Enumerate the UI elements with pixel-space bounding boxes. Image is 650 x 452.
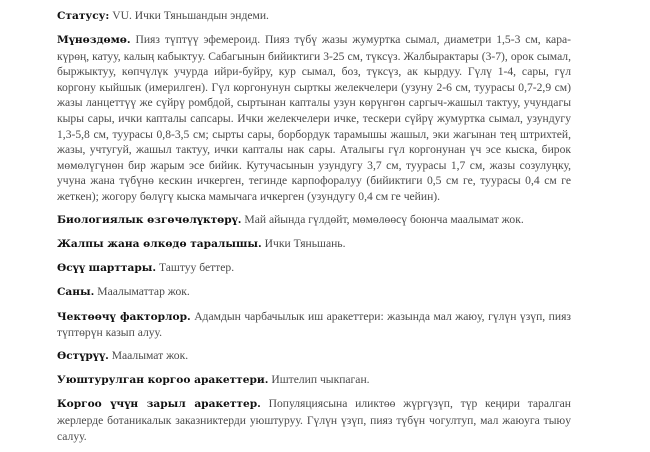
section-status [57,8,571,25]
section-biology [57,212,571,229]
section-protection-measures [57,372,571,389]
section-text: Таштуу беттер. [158,261,235,275]
section-text: Маалыматтар жок. [97,285,190,299]
section-text: Иштелип чыкпаган. [271,373,370,387]
section-text: Маалымат жок. [111,349,189,363]
section-heading: Биологиялык өзгөчөлүктөрү. [57,214,242,227]
section-text: Май айында гүлдөйт, мөмөлөөсү боюнча маалымат жок. [244,213,524,227]
section-heading: Уюштурулган коргоо аракеттери. [57,374,269,387]
section-heading: Коргоо үчүн зарыл аракеттер. [57,398,261,411]
section-required-measures [57,396,571,444]
section-cultivation [57,348,571,365]
section-text: Популяциясына иликтөө жүргүзүп, түр кеңири таралган жерлерде ботаникалык заказниктерди уюштуруу. Гүлүн үзүп, пияз түбүн чогултуп, мал жаюуга тыюу салуу. [57,397,571,443]
section-heading: Өстүрүү. [57,350,109,363]
section-description [57,32,571,205]
section-habitat [57,260,571,277]
section-heading: Саны. [57,286,95,299]
section-heading: Мүнөздөмө. [57,34,131,47]
section-text: VU. Ички Тяньшандын эндеми. [112,9,269,22]
section-heading: Чектөөчү факторлор. [57,310,191,323]
section-population [57,284,571,301]
section-limiting-factors [57,309,571,341]
section-distribution [57,236,571,253]
section-text: Пияз түптүү эфемероид. Пияз түбү жазы жумуртка сымал, диаметри 1,5-3 см, кара-күрөң, катуу, калың кабыктуу. Сабагынын бийиктиги 3-25 см, түксүз. Жалбырактары (3-7), орок сымал, быржыктуу, көпчүлүк учурда ийри-буйру, кур сымал, боз, түксүз, ак кырдуу. Гүлү 1-4, сары, гүл коргону кыйшык (имерилген). Гүл коргонунун сырткы желекчелери (узуну 2-6 см, туурасы 0,7-2,9 см) жазы ланцеттүү же сүйрү ромбдой, сыртынан капталы узун көрүнгөн саргыч-жашыл тактуу, учундагы кыры сары, ички капталы сапсары. Ички желекчелери ичке, тескери сүйрү жумуртка сымал, узундугу 1,3-5,8 см, туурасы 0,8-3,5 см; сырты сары, борбордук тарамышы жашыл, эки жагынан тең штрихтей, жазы, учтугуй, жашыл тактуу, ички капталы нак сары. Аталыгы гүл коргонунан үч эсе кыска, бирок мөмөлүгүнөн бир жарым эсе бийик. Кутучасынын узундугу 3,7 см, туурасы 1,7 см, жазы созулуңку, учуна жана түбүнө кескин ичкерген, тегинде карпофоралуу (бийиктиги 0,5 см ге, туурасы 0,4 см ге жеткен); жогору бөлүгү кыска мамычага ичкерген (узундугу 0,4 см ге чейин). [57,33,571,204]
document-body [57,8,571,452]
section-heading: Статусу: [57,10,110,22]
section-text: Ички Тяньшань. [264,237,346,251]
section-heading: Жалпы жана өлкөдө таралышы. [57,238,262,251]
section-heading: Өсүү шарттары. [57,262,157,275]
section-text: Адамдын чарбачылык иш аракеттери: жазында мал жаюу, гүлүн үзүп, пияз түптөрүн казып алуу. [57,309,571,340]
